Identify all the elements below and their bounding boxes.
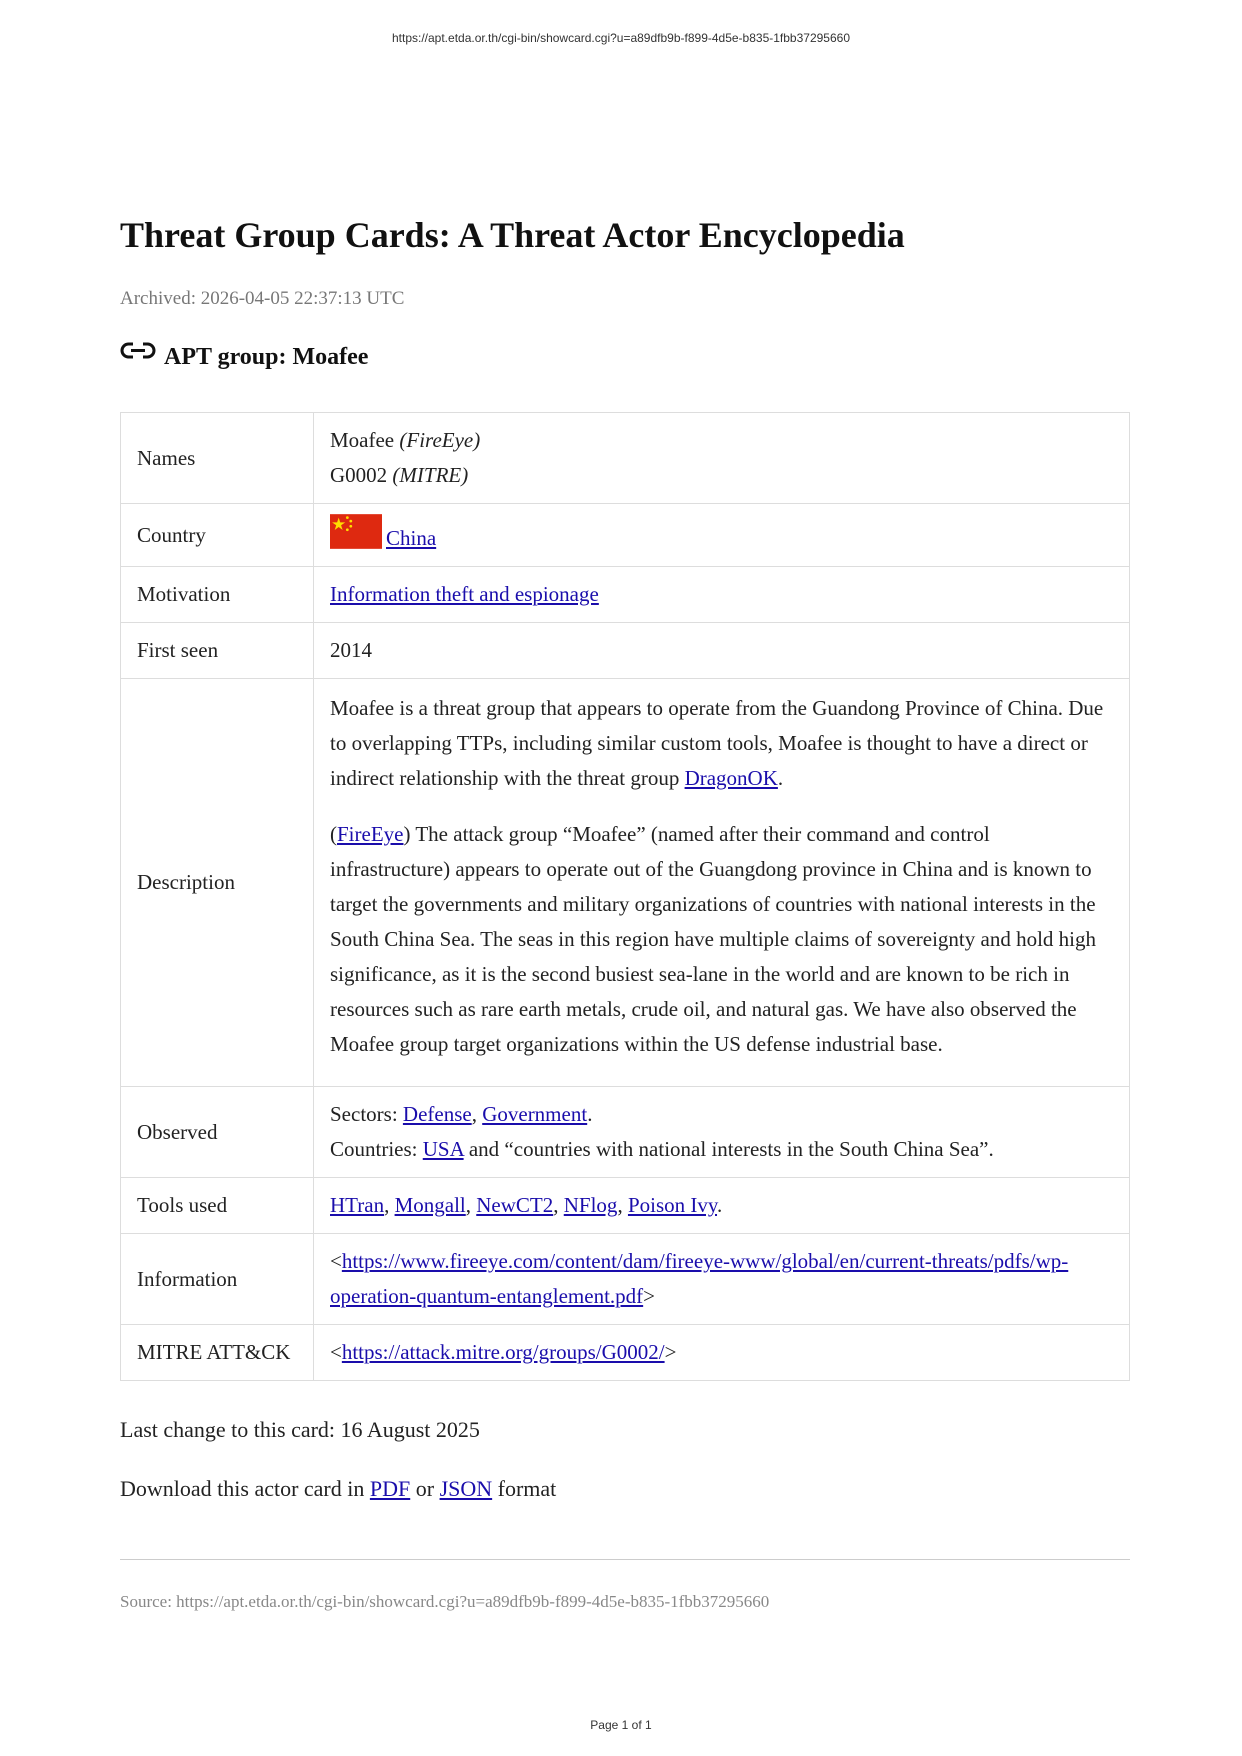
link-icon-graphic <box>120 338 156 364</box>
row-names <box>121 413 1130 504</box>
download-suffix: format <box>492 1476 557 1501</box>
names-value <box>314 413 1130 504</box>
country-link[interactable] <box>330 526 436 550</box>
information-label: Information <box>121 1234 314 1325</box>
row-description <box>121 679 1130 1087</box>
name-source: (MITRE) <box>392 463 469 487</box>
tool-link[interactable]: NewCT2 <box>476 1193 554 1217</box>
mitre-value: <https://attack.mitre.org/groups/G0002/> <box>314 1325 1130 1381</box>
name-source: (FireEye) <box>399 428 481 452</box>
download-line <box>120 1476 556 1502</box>
row-country <box>121 504 1130 567</box>
motivation-link[interactable]: Information theft and espionage <box>330 582 599 606</box>
download-middle: or <box>410 1476 440 1501</box>
observed-value <box>314 1087 1130 1178</box>
description-value <box>314 679 1130 1087</box>
last-change-text: Last change to this card: 16 August 2025 <box>120 1417 480 1442</box>
name-text: Moafee <box>330 428 395 452</box>
sector-link-defense[interactable]: Defense <box>402 1102 472 1126</box>
tool-link[interactable]: Mongall <box>394 1193 466 1217</box>
row-observed <box>121 1087 1130 1178</box>
mitre-url-link[interactable]: https://attack.mitre.org/groups/G0002/ <box>341 1340 665 1364</box>
source-url: Source: https://apt.etda.or.th/cgi-bin/showcard.cgi?u=a89dfb9b-f899-4d5e-b835-1fbb37295660 <box>120 1592 770 1611</box>
dragonok-link[interactable]: DragonOK <box>684 766 778 790</box>
information-value: <https://www.fireeye.com/content/dam/fireeye-www/global/en/current-threats/pdfs/wp-operation-quantum-entanglement.pdf> <box>314 1234 1130 1325</box>
description-text: . <box>777 766 784 790</box>
footer-divider <box>120 1559 1130 1560</box>
first-seen-value: 2014 <box>314 623 1130 679</box>
row-information <box>121 1234 1130 1325</box>
archived-timestamp: Archived: 2026-04-05 22:37:13 UTC <box>120 288 405 309</box>
row-tools <box>121 1178 1130 1234</box>
sectors-prefix: Sectors: <box>330 1102 403 1126</box>
group-heading-text: APT group: Moafee <box>164 344 369 370</box>
country-value <box>314 504 1130 567</box>
information-url-link[interactable]: https://www.fireeye.com/content/dam/fireeye-www/global/en/current-threats/pdfs/wp-operation-quantum-entanglement.pdf <box>330 1249 1069 1308</box>
motivation-value <box>314 567 1130 623</box>
country-label: Country <box>121 504 314 567</box>
tools-label: Tools used <box>121 1178 314 1234</box>
name-text: G0002 <box>330 463 388 487</box>
description-text: ( <box>330 822 337 846</box>
page-number: Page 1 of 1 <box>590 1718 652 1732</box>
download-prefix: Download this actor card in <box>120 1476 370 1501</box>
actor-card-table <box>120 412 1130 1381</box>
sector-link-government[interactable]: Government <box>482 1102 588 1126</box>
description-label: Description <box>121 679 314 1087</box>
row-first-seen <box>121 623 1130 679</box>
tools-value: HTran, Mongall, NewCT2, NFlog, Poison Ivy. <box>314 1178 1130 1234</box>
name-entry <box>330 458 1113 493</box>
description-paragraph <box>330 691 1113 796</box>
tool-link[interactable]: NFlog <box>563 1193 618 1217</box>
group-heading <box>120 344 368 371</box>
china-flag-icon <box>330 514 382 549</box>
row-mitre <box>121 1325 1130 1381</box>
country-link-text: China <box>386 526 437 550</box>
country-link-usa[interactable]: USA <box>422 1137 464 1161</box>
mitre-label: MITRE ATT&CK <box>121 1325 314 1381</box>
countries-prefix: Countries: <box>330 1137 423 1161</box>
print-header-url: https://apt.etda.or.th/cgi-bin/showcard.cgi?u=a89dfb9b-f899-4d5e-b835-1fbb37295660 <box>391 31 850 45</box>
tool-link[interactable]: Poison Ivy <box>627 1193 718 1217</box>
motivation-label: Motivation <box>121 567 314 623</box>
countries-rest: and “countries with national interests in the South China Sea”. <box>463 1137 994 1161</box>
names-label: Names <box>121 413 314 504</box>
download-json-link[interactable]: JSON <box>439 1476 493 1501</box>
link-icon[interactable] <box>120 344 164 371</box>
name-entry <box>330 423 1113 458</box>
tool-link[interactable]: HTran <box>330 1193 385 1217</box>
row-motivation <box>121 567 1130 623</box>
description-text: ) The attack group “Moafee” (named after their command and control infrastructure) appears to operate out of the Guangdong province in China and is known to target the governments and military organizations of countries with national interests in the South China Sea. The seas in this region have multiple claims of sovereignty and hold high significance, as it is the second busiest sea-lane in the world and are known to be rich in resources such as rare earth metals, crude oil, and natural gas. We have also observed the Moafee group target organizations within the US defense industrial base. <box>330 822 1096 1056</box>
page-title: Threat Group Cards: A Threat Actor Encyclopedia <box>120 215 905 255</box>
first-seen-label: First seen <box>121 623 314 679</box>
fireeye-link[interactable]: FireEye <box>337 822 404 846</box>
description-text: Moafee is a threat group that appears to operate from the Guandong Province of China. Due to overlapping TTPs, including similar custom tools, Moafee is thought to have a direct or indirect relationship with the threat group <box>330 696 1104 790</box>
observed-countries <box>330 1132 1113 1167</box>
observed-sectors: Sectors: Defense, Government. <box>330 1102 593 1126</box>
observed-label: Observed <box>121 1087 314 1178</box>
download-pdf-link[interactable]: PDF <box>369 1476 411 1501</box>
description-paragraph <box>330 817 1113 1062</box>
